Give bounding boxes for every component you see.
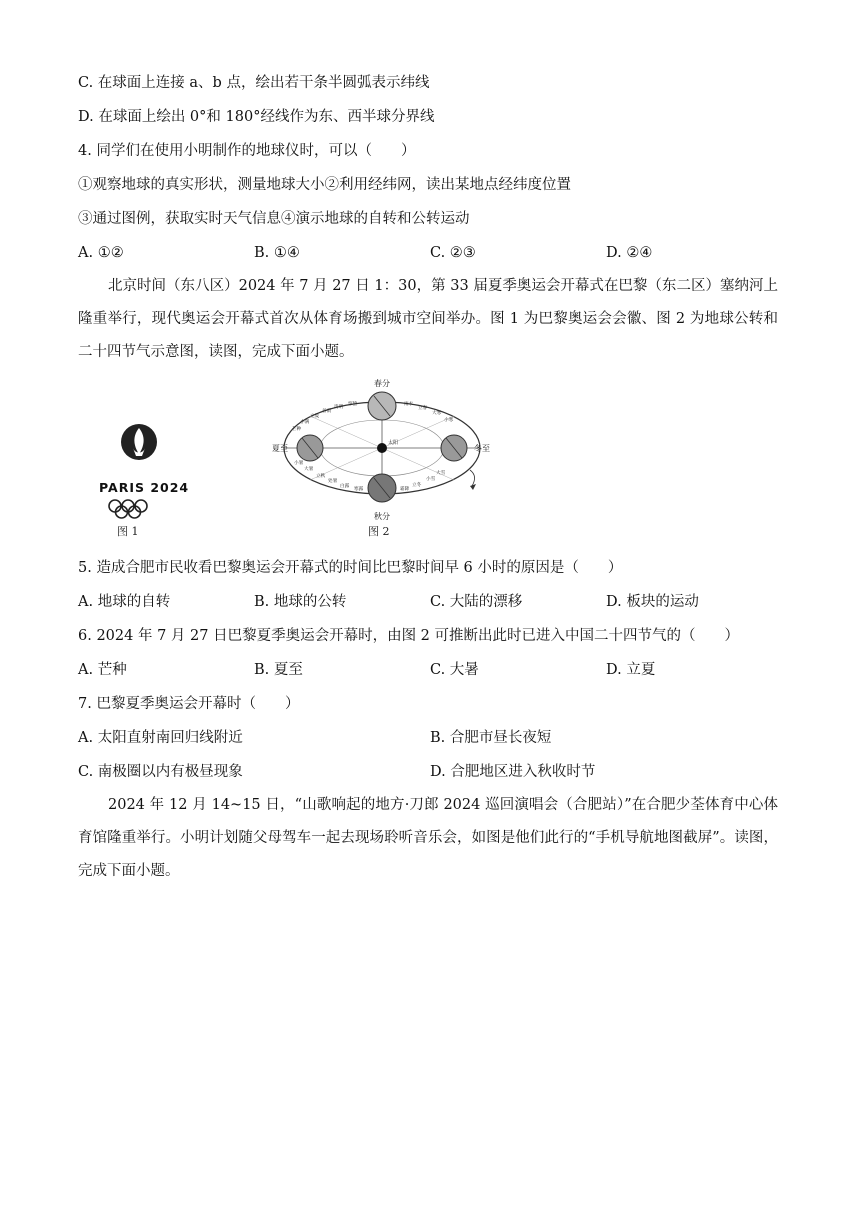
figure2-caption: 图 2 bbox=[368, 525, 390, 538]
term-label: 大寒 bbox=[432, 411, 442, 416]
term-label: 霜降 bbox=[400, 487, 410, 492]
term-label: 小雪 bbox=[426, 477, 436, 482]
q6-option-d: D. 立夏 bbox=[606, 662, 656, 678]
q5-option-a: A. 地球的自转 bbox=[78, 594, 171, 610]
q7-option-a: A. 太阳直射南回归线附近 bbox=[78, 730, 243, 746]
term-label: 小寒 bbox=[444, 418, 454, 423]
q4-option-c: C. ②③ bbox=[430, 245, 476, 261]
q6-option-b: B. 夏至 bbox=[254, 662, 303, 678]
q7-option-b: B. 合肥市昼长夜短 bbox=[430, 730, 552, 746]
term-label: 大雪 bbox=[436, 471, 446, 476]
q4-statement-1: ①观察地球的真实形状，测量地球大小②利用经纬网，读出某地点经纬度位置 bbox=[78, 177, 571, 193]
term-label: 白露 bbox=[340, 484, 350, 489]
term-label: 立冬 bbox=[412, 483, 422, 488]
q4-option-b: B. ①④ bbox=[254, 245, 300, 261]
q6-stem: 6. 2024 年 7 月 27 日巴黎夏季奥运会开幕时，由图 2 可推断出此时已进入中国二十四节气的（ ） bbox=[78, 628, 740, 644]
term-label: 芒种 bbox=[292, 427, 302, 432]
q4-option-a: A. ①② bbox=[78, 245, 124, 261]
term-label: 小暑 bbox=[294, 461, 304, 466]
q4-stem: 4. 同学们在使用小明制作的地球仪时，可以（ ） bbox=[78, 143, 416, 159]
term-label: 立夏 bbox=[310, 414, 320, 419]
passage-olympics-text: 北京时间（东八区）2024 年 7 月 27 日 1：30，第 33 届夏季奥运会开幕式在巴黎（东二区）塞纳河上隆重举行，现代奥运会开幕式首次从体育场搬到城市空间举办。图 1 为巴黎奥运会会徽、图 2 为地球公转和二十四节气示意图，读图，完成下面小题。 bbox=[78, 278, 778, 360]
figure1-caption: 图 1 bbox=[117, 525, 139, 538]
passage-concert bbox=[78, 789, 778, 888]
term-spring-equinox: 春分 bbox=[374, 379, 390, 388]
emblem-graphic bbox=[95, 420, 195, 520]
term-label: 大暑 bbox=[304, 467, 314, 472]
q3-option-c: C. 在球面上连接 a、b 点，绘出若干条半圆弧表示纬线 bbox=[78, 75, 430, 91]
term-label: 谷雨 bbox=[322, 409, 332, 414]
term-label: 立秋 bbox=[316, 474, 326, 479]
term-label: 处暑 bbox=[328, 479, 338, 484]
q7-option-c: C. 南极圈以内有极昼现象 bbox=[78, 764, 243, 780]
passage-olympics bbox=[78, 270, 778, 369]
term-winter-solstice: 冬至 bbox=[474, 444, 490, 453]
q7-option-d: D. 合肥地区进入秋收时节 bbox=[430, 764, 596, 780]
term-summer-solstice: 夏至 bbox=[272, 444, 288, 453]
term-label: 雨水 bbox=[404, 402, 414, 407]
q7-stem: 7. 巴黎夏季奥运会开幕时（ ） bbox=[78, 696, 300, 712]
term-label: 立春 bbox=[418, 406, 428, 411]
revolution-diagram bbox=[270, 378, 500, 523]
q5-option-d: D. 板块的运动 bbox=[606, 594, 699, 610]
q6-option-c: C. 大暑 bbox=[430, 662, 479, 678]
paris-2024-emblem bbox=[95, 420, 195, 520]
q5-option-b: B. 地球的公转 bbox=[254, 594, 347, 610]
term-label: 寒露 bbox=[354, 487, 364, 492]
q4-statement-2: ③通过图例，获取实时天气信息④演示地球的自转和公转运动 bbox=[78, 211, 470, 227]
sun-label: 太阳 bbox=[388, 440, 399, 446]
q4-option-d: D. ②④ bbox=[606, 245, 653, 261]
revolution-graphic bbox=[270, 378, 500, 523]
q6-option-a: A. 芒种 bbox=[78, 662, 127, 678]
passage-concert-text: 2024 年 12 月 14~15 日，“山歌响起的地方·刀郎 2024 巡回演唱会（合肥站）”在合肥少荃体育中心体育馆隆重举行。小明计划随父母驾车一起去现场聆听音乐会，如图是他们此行的“手机导航地图截屏”。读图，完成下面小题。 bbox=[78, 797, 778, 879]
term-label: 小满 bbox=[300, 420, 310, 425]
q3-option-d: D. 在球面上绘出 0°和 180°经线作为东、西半球分界线 bbox=[78, 109, 435, 125]
term-autumn-equinox: 秋分 bbox=[374, 512, 390, 521]
q5-stem: 5. 造成合肥市民收看巴黎奥运会开幕式的时间比巴黎时间早 6 小时的原因是（ ） bbox=[78, 560, 623, 576]
emblem-text: PARIS 2024 bbox=[99, 480, 190, 495]
q5-option-c: C. 大陆的漂移 bbox=[430, 594, 523, 610]
term-label: 惊蛰 bbox=[348, 402, 358, 407]
term-label: 清明 bbox=[334, 405, 344, 410]
